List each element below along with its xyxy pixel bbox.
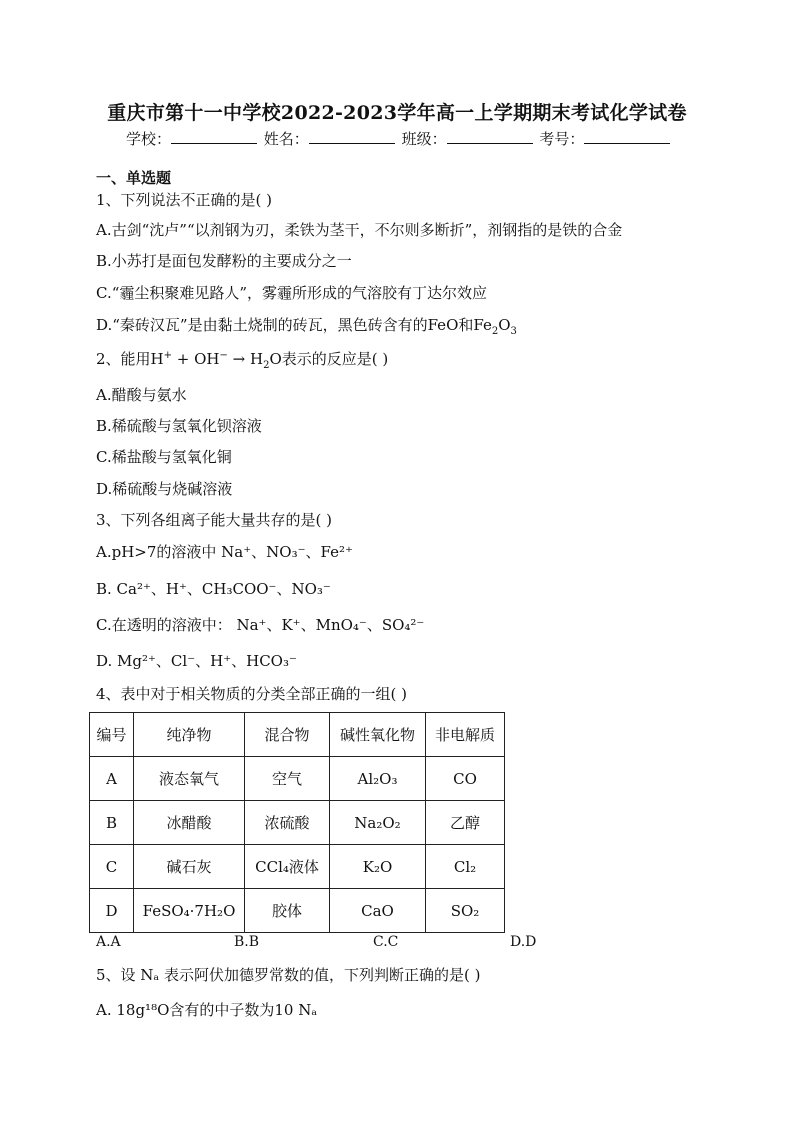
class-label: 班级：: [401, 130, 447, 148]
q4-option-d: D.D: [510, 934, 537, 950]
table-row: [90, 889, 505, 933]
q3-stem: 3、下列各组离子能大量共存的是( ): [96, 511, 333, 529]
table-cell: 冰醋酸: [134, 801, 245, 845]
table-cell: 空气: [245, 757, 330, 801]
table-row: [90, 757, 505, 801]
section-heading: 一、单选题: [96, 169, 172, 187]
table-cell: Na₂O₂: [330, 801, 426, 845]
q2-eq-h: H: [150, 350, 164, 368]
q1-option-d: [96, 315, 517, 338]
exam-number-blank[interactable]: [584, 129, 670, 144]
q3-option-d: D. Mg²⁺、Cl⁻、H⁺、HCO₃⁻: [96, 652, 297, 670]
table-header-cell: 编号: [90, 713, 134, 757]
q2-option-a: A.醋酸与氨水: [96, 386, 187, 404]
q1-option-b: B.小苏打是面包发酵粉的主要成分之一: [96, 252, 352, 270]
table-header-cell: 碱性氧化物: [330, 713, 426, 757]
q2-stem: [96, 349, 388, 372]
table-header-row: [90, 713, 505, 757]
classification-table: [89, 712, 505, 933]
page-title: 重庆市第十一中学校2022-2023学年高一上学期期末考试化学试卷: [107, 102, 687, 124]
table-cell: Al₂O₃: [330, 757, 426, 801]
table-cell: CCl₄液体: [245, 845, 330, 889]
q4-option-a: A.A: [96, 934, 121, 950]
table-cell: Cl₂: [426, 845, 505, 889]
class-blank[interactable]: [447, 129, 533, 144]
table-cell: 乙醇: [426, 801, 505, 845]
q2-eq-plus: +: [163, 350, 173, 361]
q5-stem: 5、设 Nₐ 表示阿伏加德罗常数的值，下列判断正确的是( ): [96, 966, 481, 984]
table-cell: 碱石灰: [134, 845, 245, 889]
school-blank[interactable]: [171, 129, 257, 144]
table-cell: FeSO₄·7H₂O: [134, 889, 245, 933]
q1-stem: 1、下列说法不正确的是( ): [96, 191, 273, 209]
table-header-cell: 混合物: [245, 713, 330, 757]
table-row: [90, 801, 505, 845]
q1-formula-sub1: 2: [491, 326, 499, 337]
table-cell: 胶体: [245, 889, 330, 933]
table-cell: CO: [426, 757, 505, 801]
table-cell: A: [90, 757, 134, 801]
table-cell: D: [90, 889, 134, 933]
name-label: 姓名：: [263, 130, 309, 148]
name-blank[interactable]: [309, 129, 395, 144]
q2-eq-arrow: → H: [227, 350, 264, 368]
school-label: 学校：: [126, 130, 172, 148]
q3-option-b: B. Ca²⁺、H⁺、CH₃COO⁻、NO₃⁻: [96, 580, 331, 598]
q1-formula-o: O: [498, 316, 511, 334]
table-cell: C: [90, 845, 134, 889]
q1-option-c: C.“霾尘积聚难见路人”，雾霾所形成的气溶胶有丁达尔效应: [96, 284, 488, 302]
q3-option-c: C.在透明的溶液中： Na⁺、K⁺、MnO₄⁻、SO₄²⁻: [96, 616, 425, 634]
q5-option-a: A. 18g¹⁸O含有的中子数为10 Nₐ: [96, 1001, 318, 1019]
q2-option-d: D.稀硫酸与烧碱溶液: [96, 480, 233, 498]
table-cell: SO₂: [426, 889, 505, 933]
q2-eq-oh: + OH: [172, 350, 220, 368]
table-header-cell: 纯净物: [134, 713, 245, 757]
q4-option-b: B.B: [234, 934, 260, 950]
q2-eq-sub: 2: [263, 360, 270, 371]
exam-number-label: 考号：: [539, 130, 585, 148]
table-cell: 液态氧气: [134, 757, 245, 801]
q2-option-b: B.稀硫酸与氢氧化钡溶液: [96, 417, 262, 435]
q2-eq-minus: −: [219, 350, 228, 361]
q1-formula-sub2: 3: [510, 326, 517, 337]
table-cell: CaO: [330, 889, 426, 933]
q2-eq-o: O: [269, 350, 282, 368]
q4-stem: 4、表中对于相关物质的分类全部正确的一组( ): [96, 685, 408, 703]
table-cell: B: [90, 801, 134, 845]
q2-stem-post: 表示的反应是( ): [281, 350, 389, 368]
table-row: [90, 845, 505, 889]
q1-option-a: A.古剑“沈卢”“以剂钢为刃，柔铁为茎干，不尔则多断折”，剂钢指的是铁的合金: [96, 221, 623, 239]
q2-option-c: C.稀盐酸与氢氧化铜: [96, 448, 232, 466]
q3-option-a: A.pH>7的溶液中 Na⁺、NO₃⁻、Fe²⁺: [96, 543, 353, 561]
q1-option-d-text: D.“秦砖汉瓦”是由黏土烧制的砖瓦，黑色砖含有的FeO和: [96, 316, 474, 334]
table-cell: K₂O: [330, 845, 426, 889]
table-cell: 浓硫酸: [245, 801, 330, 845]
student-info-line: [126, 128, 672, 149]
q2-stem-pre: 2、能用: [96, 350, 151, 368]
q1-formula-fe: Fe: [473, 316, 492, 334]
q4-option-c: C.C: [373, 934, 399, 950]
table-header-cell: 非电解质: [426, 713, 505, 757]
